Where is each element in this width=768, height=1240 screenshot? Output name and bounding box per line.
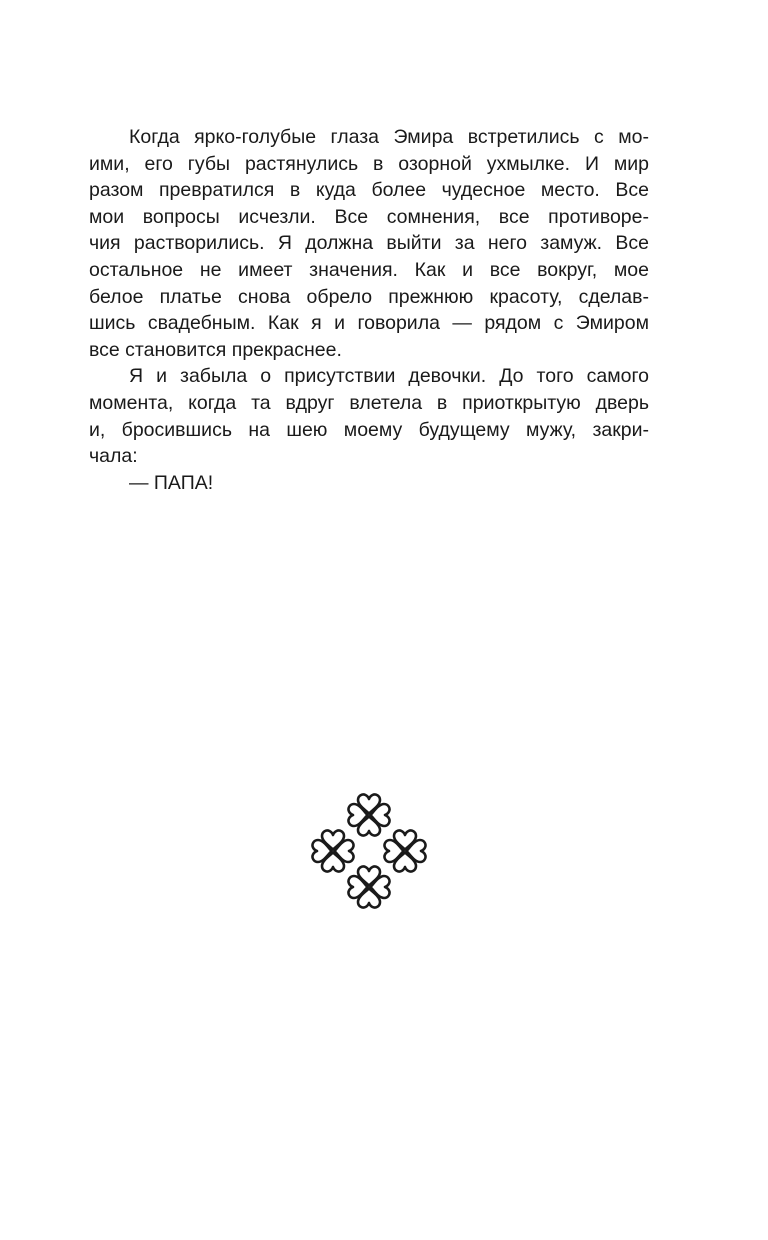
text-line: шись свадебным. Как я и говорила — рядом с Эмиром	[89, 312, 649, 335]
text-line: чала:	[89, 445, 138, 468]
text-line: разом превратился в куда более чудесное место. Все	[89, 179, 649, 202]
text-line: ими, его губы растянулись в озорной ухмылке. И мир	[89, 152, 649, 175]
text-line: остальное не имеет значения. Как и все вокруг, мое	[89, 258, 649, 281]
text-line: Я и забыла о присутствии девочки. До того самого	[129, 365, 649, 388]
text-line: чия растворились. Я должна выйти за него замуж. Все	[89, 232, 649, 255]
body-text	[89, 124, 649, 496]
text-line: белое платье снова обрело прежнюю красоту, сделав-	[89, 285, 649, 308]
text-line: все становится прекраснее.	[89, 338, 342, 361]
text-line: момента, когда та вдруг влетела в приоткрытую дверь	[89, 391, 649, 414]
text-line: Когда ярко-голубые глаза Эмира встретились с мо-	[129, 126, 649, 148]
text-line: и, бросившись на шею моему будущему мужу, закри-	[89, 418, 649, 441]
text-line: мои вопросы исчезли. Все сомнения, все противоре-	[89, 205, 649, 228]
text-line: — ПАПА!	[129, 471, 214, 494]
hearts-ornament-icon	[308, 790, 430, 912]
